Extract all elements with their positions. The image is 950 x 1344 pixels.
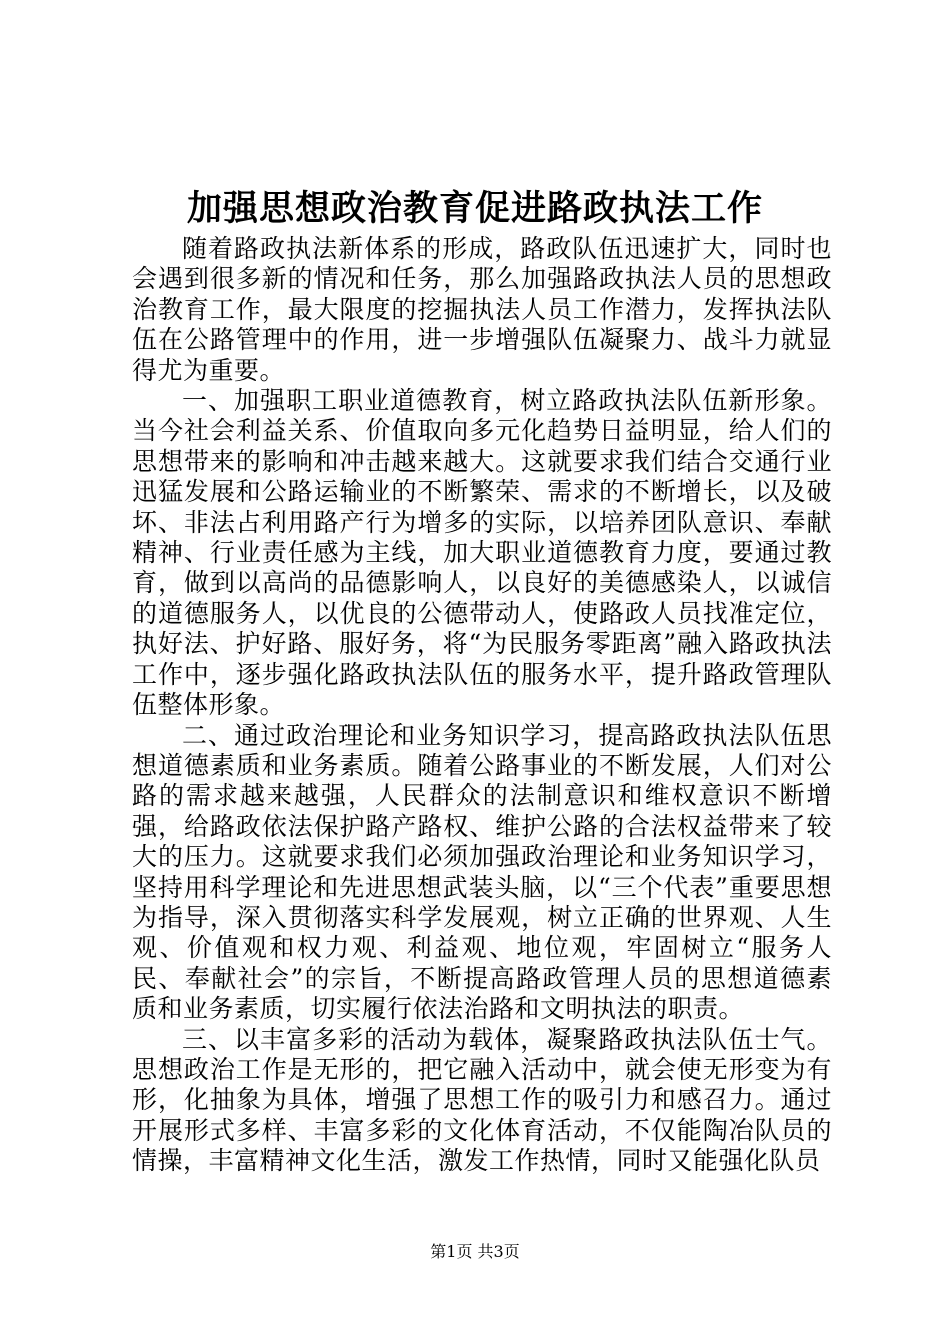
document-title: 加强思想政治教育促进路政执法工作 [186, 188, 763, 229]
paragraph-section-3: 三、以丰富多彩的活动为载体，凝聚路政执法队伍士气。思想政治工作是无形的，把它融入活动中，就会使无形变为有形，化抽象为具体，增强了思想工作的吸引力和感召力。通过开展形式多样、丰富多彩的文化体育活动，不仅能陶冶队员的情操，丰富精神文化生活，激发工作热情，同时又能强化队员 [132, 1024, 832, 1176]
document-body [132, 234, 832, 1177]
page-number-footer: 第1页 共3页 [430, 1242, 520, 1261]
paragraph-intro: 随着路政执法新体系的形成，路政队伍迅速扩大，同时也会遇到很多新的情况和任务，那么加强路政执法人员的思想政治教育工作，最大限度的挖掘执法人员工作潜力，发挥执法队伍在公路管理中的作用，进一步增强队伍凝聚力、战斗力就显得尤为重要。 [132, 234, 832, 385]
paragraph-section-1: 一、加强职工职业道德教育，树立路政执法队伍新形象。当今社会利益关系、价值取向多元化趋势日益明显，给人们的思想带来的影响和冲击越来越大。这就要求我们结合交通行业迅猛发展和公路运输业的不断繁荣、需求的不断增长，以及破坏、非法占利用路产行为增多的实际，以培养团队意识、奉献精神、行业责任感为主线，加大职业道德教育力度，要通过教育，做到以高尚的品德影响人，以良好的美德感染人，以诚信的道德服务人，以优良的公德带动人，使路政人员找准定位，执好法、护好路、服好务，将“为民服务零距离”融入路政执法工作中，逐步强化路政执法队伍的服务水平，提升路政管理队伍整体形象。 [132, 386, 832, 720]
paragraph-section-2: 二、通过政治理论和业务知识学习，提高路政执法队伍思想道德素质和业务素质。随着公路事业的不断发展，人们对公路的需求越来越强，人民群众的法制意识和维权意识不断增强，给路政依法保护路产路权、维护公路的合法权益带来了较大的压力。这就要求我们必须加强政治理论和业务知识学习，坚持用科学理论和先进思想武装头脑，以“三个代表”重要思想为指导，深入贯彻落实科学发展观，树立正确的世界观、人生观、价值观和权力观、利益观、地位观，牢固树立“服务人民、奉献社会”的宗旨，不断提高路政管理人员的思想道德素质和业务素质，切实履行依法治路和文明执法的职责。 [132, 720, 832, 1024]
